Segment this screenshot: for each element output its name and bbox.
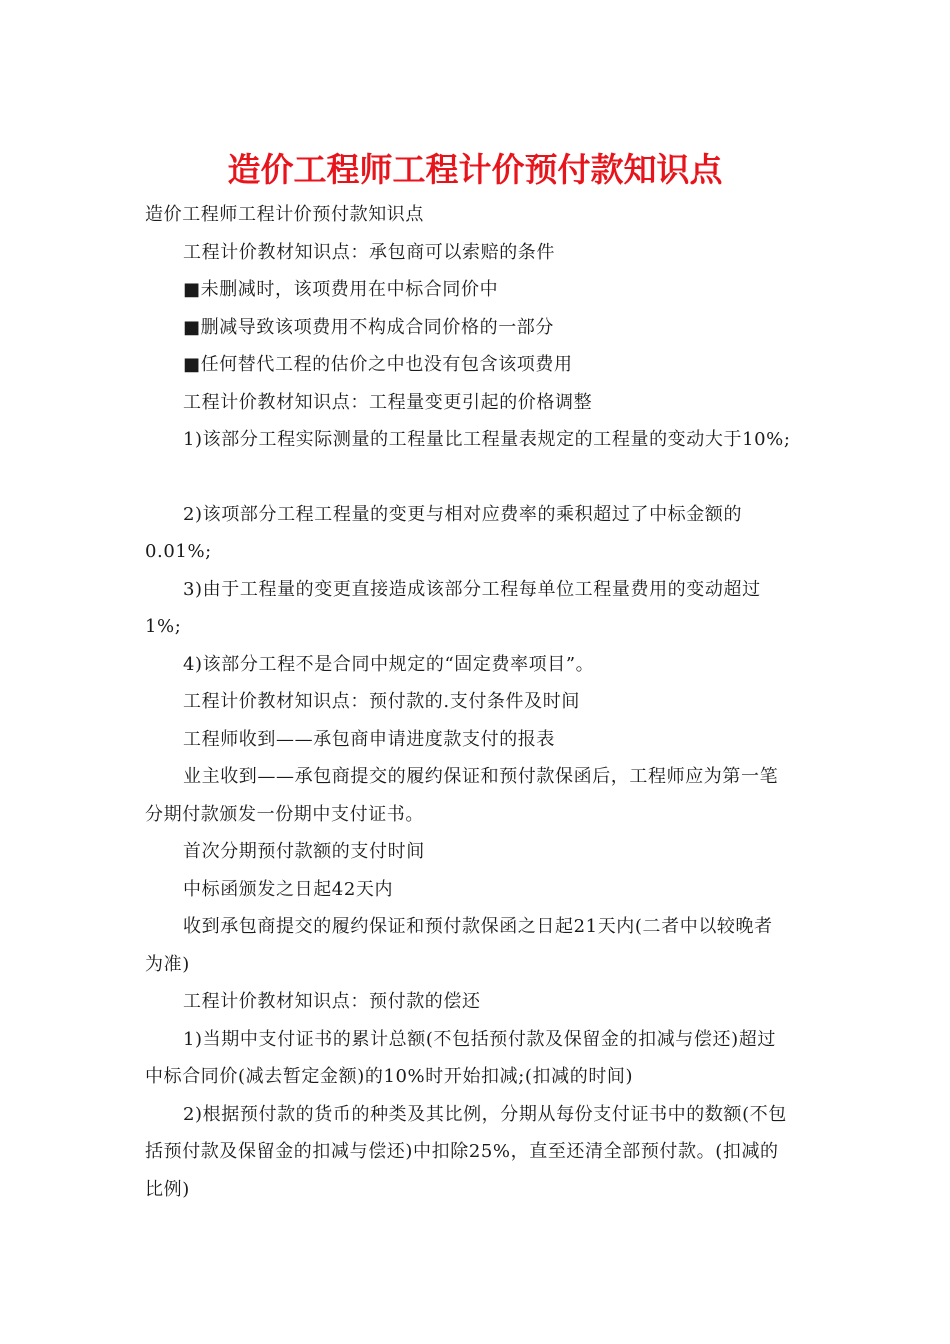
paragraph-line: 2)根据预付款的货币的种类及其比例，分期从每份支付证书中的数额(不包 (183, 1103, 787, 1125)
paragraph-line: 括预付款及保留金的扣减与偿还)中扣除25%，直至还清全部预付款。(扣减的 (145, 1141, 779, 1162)
paragraph-line: 收到承包商提交的履约保证和预付款保函之日起21天内(二者中以较晚者 (183, 916, 773, 937)
paragraph-line: 造价工程师工程计价预付款知识点 (145, 204, 424, 225)
paragraph-line: ■未删减时，该项费用在中标合同价中 (183, 279, 499, 300)
paragraph-line: 1%; (145, 616, 182, 637)
paragraph-line: 中标函颁发之日起42天内 (183, 878, 394, 900)
paragraph-line: ■删减导致该项费用不构成合同价格的一部分 (183, 316, 555, 338)
paragraph-line: 工程计价教材知识点：预付款的偿还 (183, 991, 481, 1012)
paragraph-line: 2)该项部分工程工程量的变更与相对应费率的乘积超过了中标金额的 (183, 503, 743, 525)
paragraph-line: 首次分期预付款额的支付时间 (183, 841, 425, 862)
paragraph-line: 业主收到——承包商提交的履约保证和预付款保函后，工程师应为第一笔 (183, 766, 779, 787)
document-body (145, 196, 810, 1208)
paragraph-line: 比例) (145, 1178, 190, 1200)
paragraph-line: 3)由于工程量的变更直接造成该部分工程每单位工程量费用的变动超过 (183, 578, 761, 600)
paragraph-line: 1)该部分工程实际测量的工程量比工程量表规定的工程量的变动大于10%; (183, 429, 791, 450)
paragraph-line: ■任何替代工程的估价之中也没有包含该项费用 (183, 354, 573, 375)
paragraph-line: 工程计价教材知识点：承包商可以索赔的条件 (183, 241, 555, 263)
paragraph-line: 0.01%; (145, 541, 212, 562)
paragraph-line: 工程计价教材知识点：工程量变更引起的价格调整 (183, 391, 593, 413)
document-title: 造价工程师工程计价预付款知识点 (227, 150, 723, 189)
paragraph-line: 中标合同价(减去暂定金额)的10%时开始扣减;(扣减的时间) (145, 1066, 634, 1087)
paragraph-line: 4)该部分工程不是合同中规定的“固定费率项目”。 (183, 653, 595, 675)
paragraph-line: 工程师收到——承包商申请进度款支付的报表 (183, 728, 555, 750)
paragraph-line: 分期付款颁发一份期中支付证书。 (145, 803, 424, 825)
paragraph-line: 为准) (145, 953, 190, 975)
paragraph-line: 工程计价教材知识点：预付款的.支付条件及时间 (183, 691, 580, 712)
paragraph-line: 1)当期中支付证书的累计总额(不包括预付款及保留金的扣减与偿还)超过 (183, 1028, 776, 1050)
